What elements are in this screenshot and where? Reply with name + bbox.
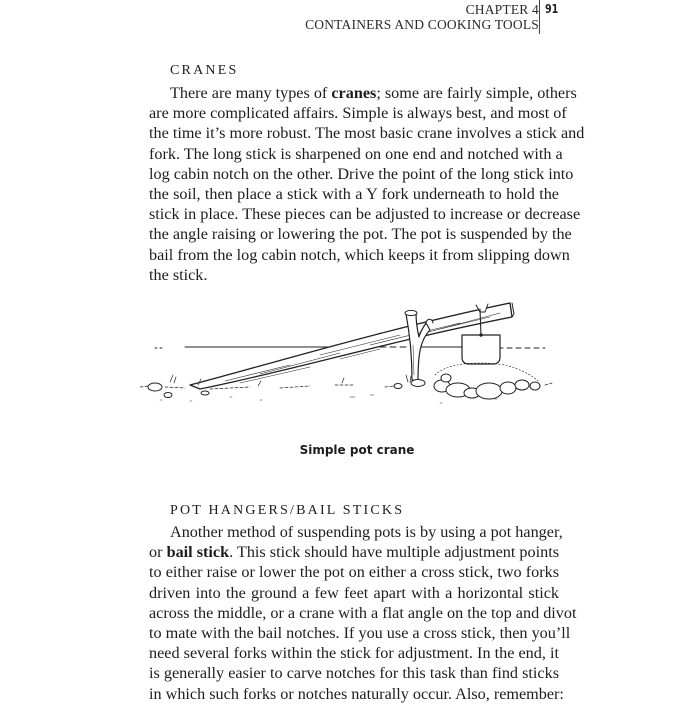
cranes-paragraph <box>149 83 585 285</box>
paragraph-line: fork. The long stick is sharpened on one end and notched with a <box>149 144 563 163</box>
section-title-cranes: CRANES <box>170 63 239 78</box>
paragraph-line: is generally easier to carve notches for this task than find sticks <box>149 664 559 683</box>
paragraph-line: bail from the log cabin notch, which keeps it from slipping down <box>149 245 570 264</box>
paragraph-line: log cabin notch on the other. Drive the point of the long stick into <box>149 164 574 183</box>
text-run: There are many types of <box>170 84 332 102</box>
paragraph-line: need several forks within the stick for adjustment. In the end, it <box>149 644 559 663</box>
bold-term-bail-stick: bail stick <box>166 543 230 562</box>
section-title-pot-hangers: POT HANGERS/BAIL STICKS <box>170 503 405 518</box>
text-run: ; some are fairly simple, others <box>376 84 577 102</box>
page-number: 91 <box>545 2 559 16</box>
pot-hangers-paragraph <box>149 522 577 704</box>
pot-crane-illustration <box>140 285 560 435</box>
paragraph-line: to either raise or lower the pot on either a cross stick, two forks <box>149 563 559 582</box>
bold-term-cranes: cranes <box>331 84 377 102</box>
chapter-title: CONTAINERS AND COOKING TOOLS <box>305 17 539 32</box>
paragraph-line: the soil, then place a stick with a Y fork underneath to hold the <box>149 185 559 204</box>
paragraph-line: in which such forks or notches naturally occur. Also, remember: <box>149 684 564 703</box>
paragraph-line: the time it’s more robust. The most basic crane involves a stick and <box>149 124 585 143</box>
paragraph-line: stick in place. These pieces can be adjusted to increase or decrease <box>149 205 581 224</box>
figure-caption <box>0 443 700 457</box>
caption-text: Simple pot crane <box>299 443 415 457</box>
paragraph-line: the angle raising or lowering the pot. The pot is suspended by the <box>149 225 572 244</box>
paragraph-line: the stick. <box>149 265 208 284</box>
fire-pit-rocks <box>434 363 540 399</box>
paragraph-line: across the middle, or a crane with a flat angle on the top and divot <box>149 603 577 622</box>
chapter-label: CHAPTER 4 <box>465 2 539 17</box>
paragraph-line: are more complicated affairs. Simple is always best, and most of <box>149 104 567 123</box>
header-divider <box>539 0 540 34</box>
text-run: . This stick should have multiple adjustment points <box>229 543 560 562</box>
paragraph-line: driven into the ground a few feet apart with a horizontal stick <box>149 583 559 602</box>
paragraph-line <box>149 83 577 103</box>
paragraph-line: Another method of suspending pots is by using a pot hanger, <box>170 523 563 541</box>
paragraph-line <box>149 542 559 562</box>
text-run: or <box>149 543 167 562</box>
y-fork-stick <box>405 310 433 381</box>
running-head <box>305 0 539 32</box>
paragraph-line: to mate with the bail notches. If you use a cross stick, then you’ll <box>149 624 571 643</box>
